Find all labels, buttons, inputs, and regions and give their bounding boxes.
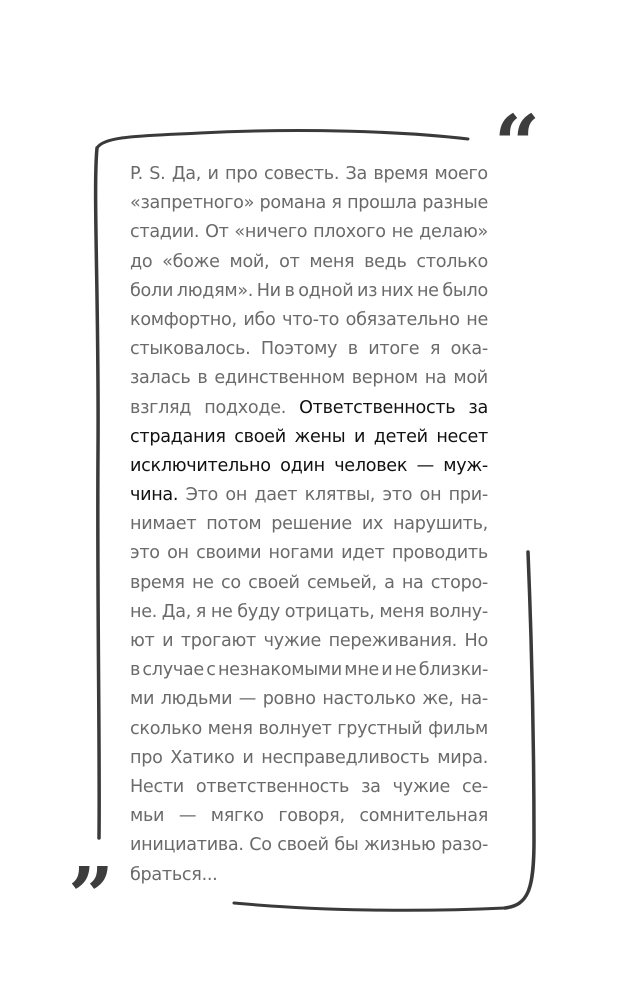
- word: подходе.: [204, 397, 287, 418]
- word: нимает: [130, 514, 197, 535]
- word: один: [280, 455, 325, 476]
- word: «ничего: [234, 222, 308, 243]
- word: делаю»: [419, 222, 488, 243]
- word: верном: [351, 368, 418, 389]
- word: грустный: [337, 718, 423, 739]
- word: это: [130, 543, 160, 564]
- word: время: [373, 164, 429, 184]
- word: мягко: [210, 806, 264, 827]
- word: не: [416, 280, 439, 301]
- word: исключительно: [130, 455, 271, 476]
- word: за: [468, 397, 488, 418]
- text-line: [130, 685, 488, 714]
- word: чужие: [392, 776, 451, 797]
- word: ют: [130, 631, 155, 651]
- word: моего: [434, 164, 488, 184]
- word: прошла: [347, 193, 417, 214]
- word: Ответственность: [299, 397, 456, 418]
- word: взгляд: [130, 397, 192, 418]
- word: я: [195, 601, 207, 622]
- text-line: [130, 277, 488, 306]
- word: за: [361, 776, 381, 797]
- word: с: [206, 660, 216, 681]
- word: ока-: [450, 339, 488, 360]
- word: решение: [271, 514, 352, 535]
- text-line: [130, 452, 488, 481]
- word: браться...: [130, 864, 218, 885]
- word: ногами: [268, 543, 334, 564]
- word: одной: [298, 280, 354, 301]
- word: мой,: [229, 251, 270, 272]
- word: и: [162, 631, 174, 651]
- word: Да,: [171, 164, 202, 184]
- word: итоге: [368, 339, 420, 360]
- frame-bottom-edge: [234, 903, 505, 910]
- word: в: [284, 280, 295, 301]
- word: бы: [334, 835, 359, 856]
- word: близки-: [418, 660, 488, 681]
- word: от: [279, 251, 300, 272]
- word: и: [353, 426, 366, 447]
- word: в: [347, 339, 358, 360]
- word: идет: [341, 543, 385, 564]
- quote-text: [130, 160, 488, 890]
- word: своей: [248, 572, 300, 593]
- text-line: [130, 627, 488, 656]
- word: их: [361, 514, 384, 535]
- word: при-: [448, 485, 488, 506]
- word: в: [130, 660, 141, 681]
- text-line: [130, 481, 488, 510]
- word: проводить: [391, 543, 488, 564]
- word: страдания: [130, 426, 226, 447]
- text-line: [130, 160, 488, 189]
- word: мьи: [130, 806, 165, 827]
- word: семьей,: [306, 572, 377, 593]
- word: сомнительная: [359, 806, 488, 827]
- word: Но: [464, 631, 488, 651]
- word: дает: [254, 485, 298, 506]
- word: От: [205, 222, 229, 243]
- word: не: [466, 309, 488, 330]
- word: людям».: [176, 280, 254, 301]
- word: не: [391, 222, 414, 243]
- word: ибо: [243, 309, 276, 330]
- word: из: [357, 280, 378, 301]
- word: Поэтому: [260, 339, 338, 360]
- word: ведь: [364, 251, 407, 272]
- word: единственном: [214, 368, 345, 389]
- closing-quote-mark: ”: [68, 849, 115, 943]
- word: детей: [373, 426, 428, 447]
- word: на: [401, 572, 424, 593]
- word: на-: [460, 689, 488, 710]
- word: —: [238, 689, 257, 710]
- text-line: [130, 306, 488, 335]
- word: несправедливость: [261, 747, 430, 768]
- text-line: [130, 189, 488, 218]
- word: нарушить,: [393, 514, 488, 535]
- word: сторо-: [430, 572, 488, 593]
- word: он: [167, 543, 189, 564]
- word: про: [130, 747, 163, 768]
- word: «боже: [162, 251, 220, 272]
- text-line: [130, 861, 488, 890]
- text-line: [130, 831, 488, 860]
- word: стыковалось.: [130, 339, 251, 360]
- word: ответственность: [195, 776, 350, 797]
- word: было: [442, 280, 488, 301]
- text-line: [130, 423, 488, 452]
- word: на: [424, 368, 447, 389]
- text-line: [130, 656, 488, 685]
- text-line: [130, 744, 488, 773]
- word: не.: [130, 601, 158, 622]
- word: S.: [149, 164, 166, 184]
- text-line: [130, 364, 488, 393]
- word: он: [225, 485, 248, 506]
- word: до: [130, 251, 153, 272]
- text-line: [130, 802, 488, 831]
- word: Ни: [256, 280, 281, 301]
- word: волну-: [429, 601, 488, 622]
- word: обязательно: [345, 309, 460, 330]
- word: своими: [196, 543, 262, 564]
- word: За: [345, 164, 367, 184]
- word: «запретного»: [130, 193, 255, 214]
- word: стадии.: [130, 222, 200, 243]
- word: людьми: [160, 689, 233, 710]
- word: меня: [379, 601, 425, 622]
- word: Со: [249, 835, 272, 856]
- word: боли: [130, 280, 174, 301]
- word: жизнью: [364, 835, 436, 856]
- word: а: [384, 572, 395, 593]
- word: он: [419, 485, 442, 506]
- word: совесть.: [264, 164, 340, 184]
- word: про: [225, 164, 258, 184]
- word: незнакомыми: [217, 660, 342, 681]
- word: и: [242, 747, 254, 768]
- word: же,: [422, 689, 454, 710]
- word: сколько: [130, 718, 202, 739]
- word: человек: [334, 455, 408, 476]
- word: разные: [422, 193, 488, 214]
- text-line: [130, 539, 488, 568]
- word: не: [191, 572, 214, 593]
- word: и: [381, 660, 393, 681]
- word: говоря,: [278, 806, 345, 827]
- word: комфортно,: [130, 309, 237, 330]
- word: столько: [416, 251, 488, 272]
- word: потом: [206, 514, 262, 535]
- word: несет: [436, 426, 488, 447]
- frame-left-edge: [96, 148, 100, 838]
- text-line: [130, 510, 488, 539]
- word: и: [207, 164, 219, 184]
- word: что-то: [282, 309, 340, 330]
- word: фильм: [428, 718, 488, 739]
- text-line: [130, 394, 488, 423]
- text-line: [130, 335, 488, 364]
- word: муж-: [443, 455, 488, 476]
- word: не: [210, 601, 233, 622]
- word: своей: [234, 426, 286, 447]
- word: P.: [130, 164, 143, 184]
- word: Да,: [161, 601, 192, 622]
- word: —: [178, 806, 197, 827]
- frame-top-edge: [97, 131, 468, 148]
- word: в: [197, 368, 208, 389]
- word: —: [416, 455, 434, 476]
- word: ровно: [262, 689, 316, 710]
- word: меня: [207, 718, 253, 739]
- word: со: [220, 572, 241, 593]
- word: мне: [344, 660, 379, 681]
- word: разо-: [441, 835, 488, 856]
- word: романа: [259, 193, 326, 214]
- word: не: [394, 660, 417, 681]
- word: это: [382, 485, 413, 506]
- word: инициатива.: [130, 835, 244, 856]
- text-line: [130, 773, 488, 802]
- word: ми: [130, 689, 155, 710]
- text-line: [130, 569, 488, 598]
- word: трогают: [180, 631, 256, 651]
- word: мира.: [437, 747, 488, 768]
- word: случае: [142, 660, 204, 681]
- word: я: [429, 339, 441, 360]
- word: залась: [130, 368, 191, 389]
- word: я: [331, 193, 342, 214]
- word: се-: [462, 776, 488, 797]
- word: буду: [237, 601, 280, 622]
- text-line: [130, 598, 488, 627]
- word: них: [380, 280, 414, 301]
- word: Это: [185, 485, 218, 506]
- word: плохого: [313, 222, 386, 243]
- word: волнует: [258, 718, 332, 739]
- opening-quote-mark: “: [494, 97, 541, 191]
- word: жены: [294, 426, 346, 447]
- text-line: [130, 218, 488, 247]
- word: Хатико: [170, 747, 235, 768]
- word: своей: [277, 835, 329, 856]
- word: переживания.: [328, 631, 457, 651]
- text-line: [130, 248, 488, 277]
- word: Нести: [130, 776, 184, 797]
- frame-right-edge: [505, 552, 534, 908]
- word: настолько: [322, 689, 416, 710]
- word: мой: [453, 368, 488, 389]
- word: чина.: [130, 485, 179, 506]
- word: меня: [309, 251, 355, 272]
- text-line: [130, 715, 488, 744]
- word: клятвы,: [304, 485, 376, 506]
- word: время: [130, 572, 185, 593]
- word: отрицать,: [284, 601, 375, 622]
- word: чужие: [263, 631, 322, 651]
